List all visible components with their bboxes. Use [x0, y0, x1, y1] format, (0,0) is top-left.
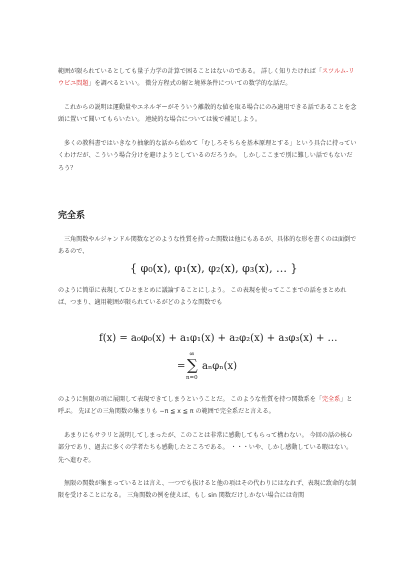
paragraph-boundary-conditions: [58, 66, 358, 91]
paragraph-text: のように無限の項に展開して表現できてしまうということだ。 このような性質を持つ関数系を「: [58, 396, 322, 403]
equation-function-set: { φ₀(x), φ₁(x), φ₂(x), φ₃(x), … }: [130, 262, 298, 275]
paragraph-textbook-remark: 多くの教科書ではいきなり抽象的な話から始めて「むしろそちらを基本原理とする」という具合に持っていくわけだが、こういう場合分けを避けようとしているのだろうか。 しかしここまで別に難しい話でもないだろう？: [58, 140, 357, 172]
paragraph-text: 範囲が限られているとしても量子力学の計算で困ることはないのである。 詳しく知りたければ「: [58, 68, 322, 75]
paragraph-discrete-note: これからの説明は運動量やエネルギーがそういう離散的な値を取る場合にのみ適用できる話であることを念頭に置いて聞いてもらいたい。 連続的な場合については後で補足しよう。: [58, 104, 357, 124]
paragraph-expression-summary: のように簡単に表現してひとまとめに議論することにしよう。 この表現を使ってここまでの話をまとめれば、つまり、適用範囲が限られているがどのような関数でも: [58, 287, 347, 307]
sturm-liouville-highlight: スツルム-リウビユ問題: [58, 68, 355, 88]
sum-term: aₙφₙ(x): [202, 361, 238, 372]
paragraph-function-family: 三角関数やルジャンドル関数などのような性質を持った関数は他にもあるが、具体的な形を書くのは面倒であるので、: [58, 236, 357, 256]
paragraph-impression: あまりにもサラリと説明してしまったが、このことは非常に感動してもらって構わない。 今回の話の核心部分であり、過去に多くの学者たちも感動したところである。 ・・・いや、しかし感動している暇はない。 先へ進むぞ。: [58, 432, 353, 464]
sum-upper-limit: ∞: [189, 350, 195, 358]
section-title: 完全系: [58, 211, 86, 221]
equation-equals: =: [177, 361, 186, 372]
sum-lower-limit: n=0: [186, 375, 198, 381]
paragraph-complete-system: [58, 394, 358, 419]
equation-expansion: f(x) = a₀φ₀(x) + a₁φ₁(x) + a₂φ₂(x) + a₃φ₃(x) + …: [99, 333, 338, 344]
paragraph-missing-terms: 無限の関数が集まっているとは言え、一つでも抜けると他の項はその代わりにはなれず、表現に致命的な制限を受けることになる。 三角関数の例を使えば、もし sin 関数だけしかない場合には奇関: [58, 480, 357, 500]
paragraph-text: 」を調べるといい。 微分方程式の解と境界条件についての数学的な話だ。: [88, 80, 292, 88]
complete-system-highlight: 完全系: [321, 396, 341, 403]
paragraph-text: 」と呼ぶ。 先ほどの三角関数の集まりも −π ≦ x ≦ π の範囲で完全系だと言える。: [58, 396, 353, 416]
summation-symbol: ∑: [187, 356, 198, 374]
